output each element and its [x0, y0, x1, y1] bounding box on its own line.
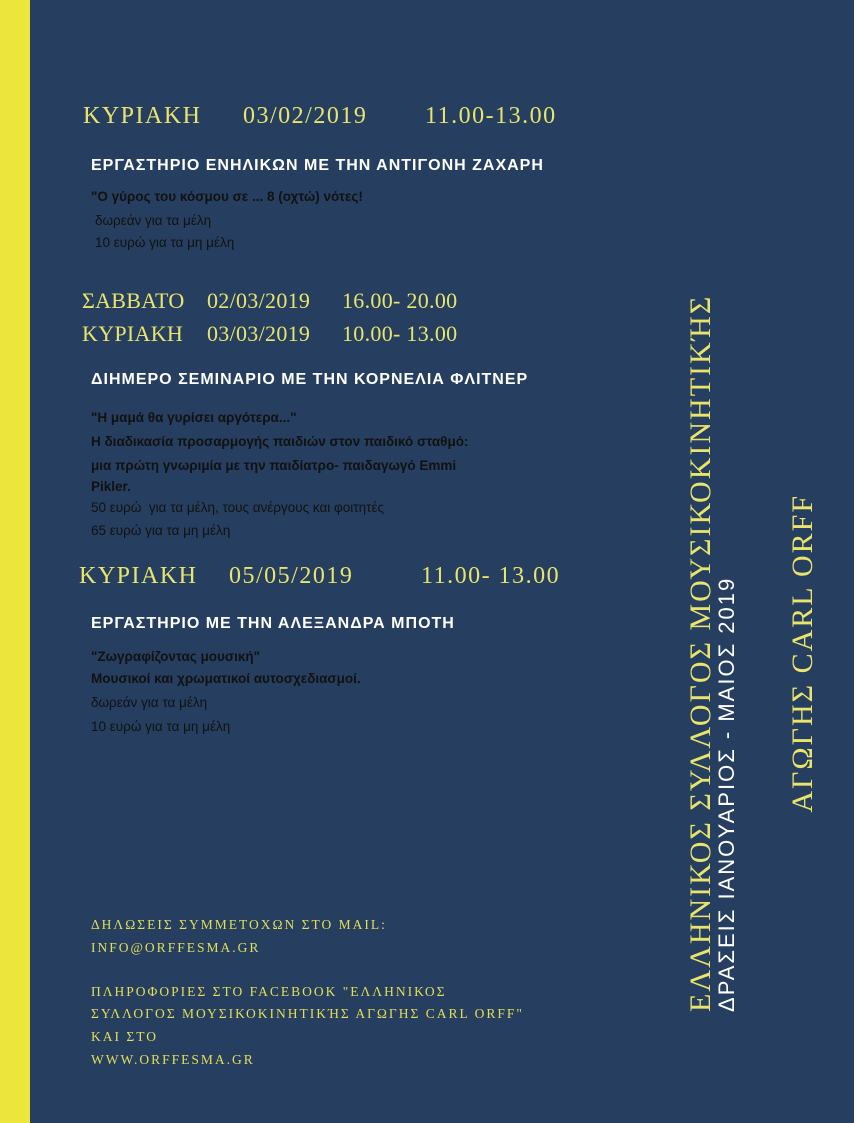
event-2-title-line: μια πρώτη γνωριμία με την παιδίατρο- παιδαγωγό Emmi — [91, 458, 457, 473]
event-2-heading: ΔΙΗΜΕΡΟ ΣΕΜΙΝΑΡΙΟ ΜΕ ΤΗΝ ΚΟΡΝΕΛΙΑ ΦΛΙΤΝΕΡ — [91, 371, 529, 388]
info-line: ΠΛΗΡΟΦΟΡΙΕΣ ΣΤΟ FACEBOOK "ΕΛΛΗΝΙΚΟΣ — [91, 984, 447, 999]
event-2-price-line: 65 ευρώ για τα μη μέλη — [91, 523, 231, 538]
event-3-title-line: Μουσικοί και χρωματικοί αυτοσχεδιασμοί. — [91, 671, 361, 686]
event-2-date-1: 02/03/2019 — [207, 288, 311, 313]
event-3-price-line: δωρεάν για τα μέλη — [91, 695, 208, 710]
event-3-price-line: 10 ευρώ για τα μη μέλη — [91, 719, 231, 734]
event-1-title-line: "Ο γύρος του κόσμου σε ... 8 (οχτώ) νότες! — [91, 189, 363, 204]
registration-email: INFO@ORFFESMA.GR — [91, 940, 261, 955]
period-label: ΔΡΑΣΕΙΣ ΙΑΝΟΥΑΡΙΟΣ - ΜΑΙΟΣ 2019 — [714, 576, 739, 1012]
website: WWW.ORFFESMA.GR — [91, 1052, 255, 1067]
event-1-time: 11.00-13.00 — [425, 103, 557, 129]
event-3-heading: ΕΡΓΑΣΤΗΡΙΟ ΜΕ ΤΗΝ ΑΛΕΞΑΝΔΡΑ ΜΠΟΤΗ — [91, 615, 455, 632]
event-3-title-line: "Ζωγραφίζοντας μουσική" — [91, 649, 261, 664]
yellow-side-stripe — [0, 0, 30, 1123]
info-line: ΣΥΛΛΟΓΟΣ ΜΟΥΣΙΚΟΚΙΝΗΤΙΚΉΣ ΑΓΩΓΗΣ CARL ORFF" — [91, 1006, 524, 1021]
event-1-day: ΚΥΡΙΑΚΗ — [83, 103, 202, 129]
event-2-date-2: 03/03/2019 — [207, 321, 311, 346]
event-1-price-line: δωρεάν για τα μέλη — [95, 213, 212, 228]
event-2-day-2: ΚΥΡΙΑΚΗ — [82, 321, 184, 346]
event-2-title-line: "Η μαμά θα γυρίσει αργότερα..." — [91, 410, 297, 425]
organization-name-line-1: ΕΛΛΗΝΙΚΟΣ ΣΥΛΛΟΓΟΣ ΜΟΥΣΙΚΟΚΙΝΗΤΙΚΉΣ — [684, 294, 717, 1012]
event-3-date: 05/05/2019 — [229, 563, 354, 589]
event-2-title-line: Η διαδικασία προσαρμογής παιδιών στον παιδικό σταθμό: — [91, 434, 469, 449]
organization-name-line-2: ΑΓΩΓΗΣ CARL ORFF — [786, 493, 819, 813]
event-2-time-1: 16.00- 20.00 — [342, 288, 458, 313]
event-1-date: 03/02/2019 — [243, 103, 368, 129]
event-3-time: 11.00- 13.00 — [421, 563, 561, 589]
registration-label: ΔΗΛΩΣΕΙΣ ΣΥΜΜΕΤΟΧΩΝ ΣΤΟ MAIL: — [91, 917, 387, 932]
event-2-title-line: Pikler. — [91, 479, 131, 494]
event-1-heading: ΕΡΓΑΣΤΗΡΙΟ ΕΝΗΛΙΚΩΝ ΜΕ ΤΗΝ ΑΝΤΙΓΟΝΗ ΖΑΧΑΡΗ — [91, 157, 544, 174]
info-line: ΚΑΙ ΣΤΟ — [91, 1029, 158, 1044]
event-2-day-1: ΣΑΒΒΑΤΟ — [82, 288, 185, 313]
event-2-time-2: 10.00- 13.00 — [342, 321, 458, 346]
event-2-price-line: 50 ευρώ για τα μέλη, τους ανέργους και φοιτητές — [91, 500, 384, 515]
event-1-price-line: 10 ευρώ για τα μη μέλη — [95, 235, 235, 250]
event-3-day: ΚΥΡΙΑΚΗ — [79, 563, 198, 589]
